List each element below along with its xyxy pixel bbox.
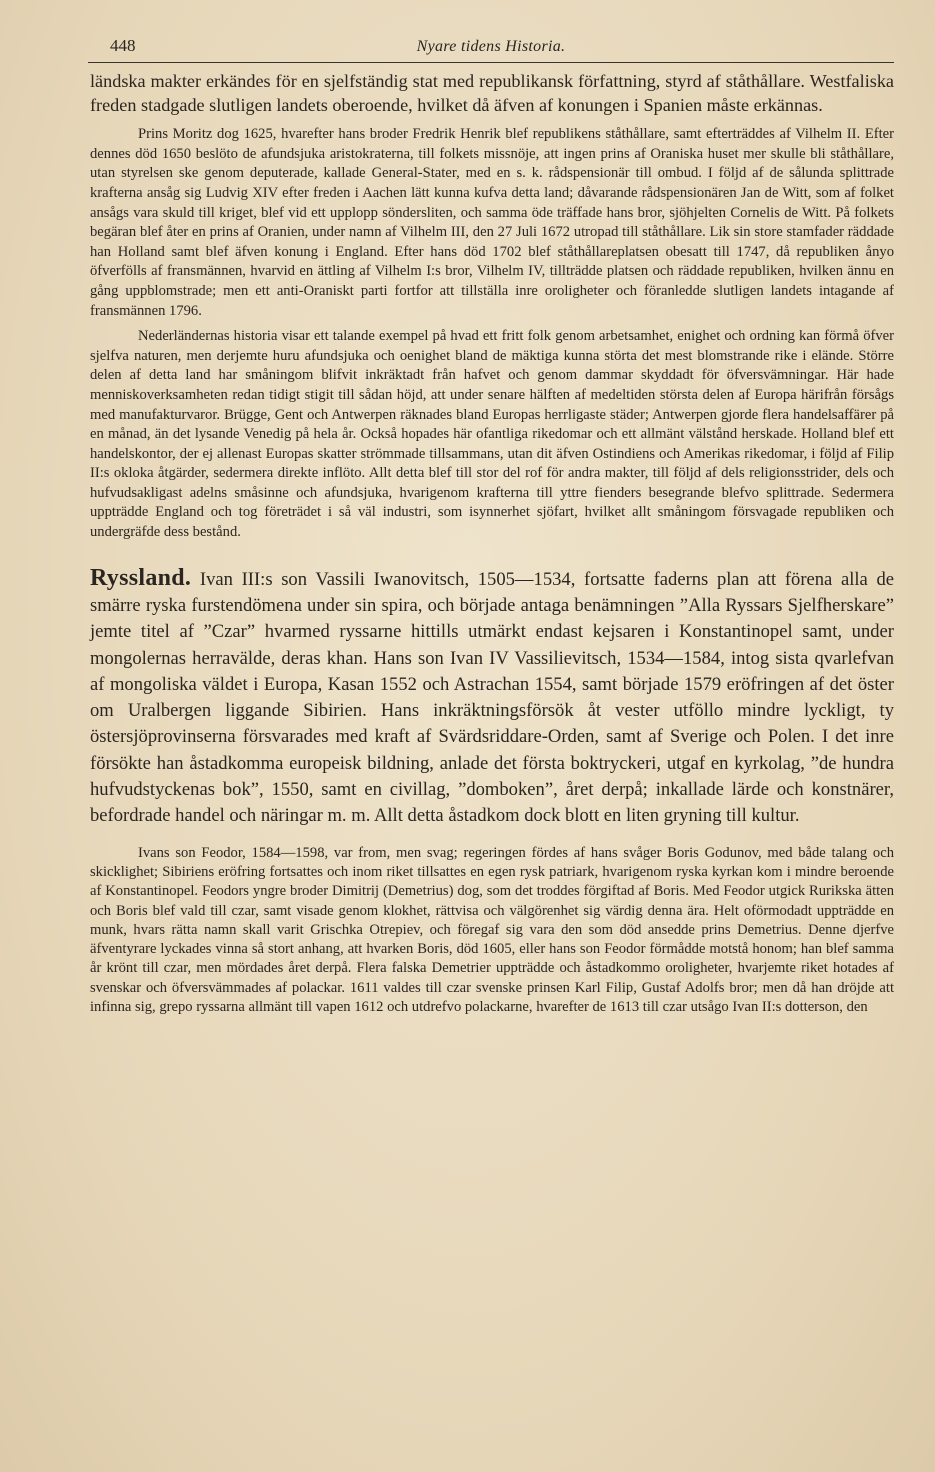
running-title: Nyare tidens Historia.: [416, 38, 566, 55]
page-body: [90, 70, 894, 1017]
paragraph-stadtholders: Prins Moritz dog 1625, hvarefter hans broder Fredrik Henrik blef republikens ståthållare, samt efterträddes af Vilhelm II. Efter dennes död 1650 beslöto de afundsjuka aristokraterna, till folkets missnöje, att ingen prins af Oraniska huset mer skulle bli ståthållare, utan styrelsen ske genom deputerade, kallade General-Stater, med en s. k. rådspensionär till ombud. I följd af de sålunda splittrade krafterna ansåg sig Ludvig XIV efter freden i Aachen lätt kunna kufva detta land; dåvarande rådspensionären Jan de Witt, som af folket ansågs vara skuld till kriget, blef vid ett upplopp söndersliten, och samma öde träffade hans bror, sjöhjelten Cornelis de Witt. På folkets begäran blef åter en prins af Oranien, under namn af Vilhelm III, den 27 Juli 1672 utropad till ståthållare. Lik sin store stamfader räddade han Holland samt blef äfven konung i England. Efter hans död 1702 blef ståthållareplatsen obesatt till 1747, då republiken ånyo öfverfölls af fransmännen, hvarvid en ättling af Vilhelm I:s bror, Vilhelm IV, tillträdde platsen och räddade republiken, hvilken ännu en gång uppblomstrade; men ett anti-Oraniskt parti fortfor att tillställa inre oroligheter och föranledde slutligen landets intagande af fransmännen 1796.: [90, 126, 894, 319]
paragraph-feodor: Ivans son Feodor, 1584—1598, var from, men svag; regeringen fördes af hans svåger Boris Godunov, med både talang och skicklighet; Sibiriens eröfring fortsattes och inom riket tillsattes en egen rysk patriark, hvarigenom ryska kyrkan kom i mindre beroende af Konstantinopel. Feodors yngre broder Dimitrij (Demetrius) dog, som det troddes förgiftad af Boris. Med Feodor utgick Rurikska ätten och Boris blef vald till czar, samt visade genom klokhet, rättvisa och välgörenhet sig värdig denna ära. Helt oförmodadt uppträdde en munk, hvars rätta namn skall varit Grischka Otrepiev, och föregaf sig vara den som död ansedde prins Demetrius. Denne djerfve äfventyrare lyckades vinna så stort anhang, att hvarken Boris, död 1605, eller hans son Feodor förmådde motstå honom; han blef samma år krönt till czar, men mördades året derpå. Flera falska Demetrier uppträdde och åstadkommo oroligheter, hvarjemte riket hotades af svenskar och öfversvämmades af polackar. 1611 valdes till czar svenske prinsen Karl Filip, Gustaf Adolfs bror; men då han dröjde att infinna sig, grepo ryssarna allmänt till vapen 1612 och utdrefvo polackarne, hvarefter de 1613 till czar utsågo Ivan II:s dotterson, den: [90, 844, 894, 1015]
page-header: [88, 36, 894, 63]
paragraph-russia: Ivan III:s son Vassili Iwanovitsch, 1505—1534, fortsatte faderns plan att förena alla de smärre ryska furstendömena under sin spira, och började antaga benämningen ”Alla Ryssars Sjelfherskare” jemte titel af ”Czar” hvarmed ryssarne hittills utmärkt endast kejsaren i Konstantinopel samt, under mongolernas herravälde, deras khan. Hans son Ivan IV Vassilievitsch, 1534—1584, intog sista qvarlefvan af mongoliska väldet i Europa, Kasan 1552 och Astrachan 1554, samt började 1579 eröfringen af det öster om Uralbergen liggande Sibirien. Hans inkräktningsförsök åt vester utföllo mindre lyckligt, ty östersjöprovinserna försvarades med kraft af Svärdsriddare-Orden, samt af Sverige och Polen. I det inre försökte han åstadkomma europeisk bildning, anlade det första boktryckeri, utgaf en kyrkolag, ”de hundra hufvudstyckenas bok”, 1550, samt en civillag, ”domboken”, året derpå; inkallade lärde och konstnärer, befordrade handel och näringar m. m. Allt detta åstadkom dock blott en liten gryning till kultur.: [90, 568, 894, 827]
paragraph-netherlands-history: Nederländernas historia visar ett talande exempel på hvad ett fritt folk genom arbetsamhet, enighet och ordning kan förmå öfver sjelfva naturen, men derjemte huru afundsjuka och oenighet bland de mäktiga kunna störta det mest blomstrande rike i elände. Större delen af detta land har småningom blifvit inkräktadt från hafvet och genom dammar skyddadt för öfversvämningar. Här hade menniskoverksamheten redan tidigt stigit till sådan höjd, att under senare hälften af medeltiden största delen af Europa härifrån försågs med manufakturvaror. Brügge, Gent och Antwerpen räknades bland Europas herrligaste städer; Antwerpen gjorde flera handelsaffärer på en månad, än det lysande Venedig på hela år. Också hopades här ofantliga rikedomar och ett allmänt välstånd herskade. Holland blef ett handelskontor, der ej allenast Europas skatter strömmade tillsammans, utan dit äfven Ostindiens och Amerikas rikedomar, i följd af Filip II:s okloka åtgärder, sedermera direkte inflöto. Allt detta blef till stor del rof för andra makter, till följd af dels religionsstrider, dels och hufvudsakligast adelns småsinne och afundsjuka, hvarigenom krafterna till yttre fienders besegrande blefvo splittrade. Sedermera uppträdde England och tog företrädet i så väl industri, som isynnerhet sjöfart, hvilket allt småningom försvagade republiken och undergräfde dess bestånd.: [90, 328, 894, 541]
section-russia: [90, 565, 894, 830]
page-number: 448: [110, 36, 136, 55]
paragraph-intro: ländska makter erkändes för en sjelfständig stat med republikansk författning, styrd af ståthållare. Westfaliska freden stadgade slutligen landets oberoende, hvilket då äfven af konungen i Spanien måste erkännas.: [90, 71, 894, 115]
section-heading-russia: Ryssland.: [90, 564, 192, 591]
